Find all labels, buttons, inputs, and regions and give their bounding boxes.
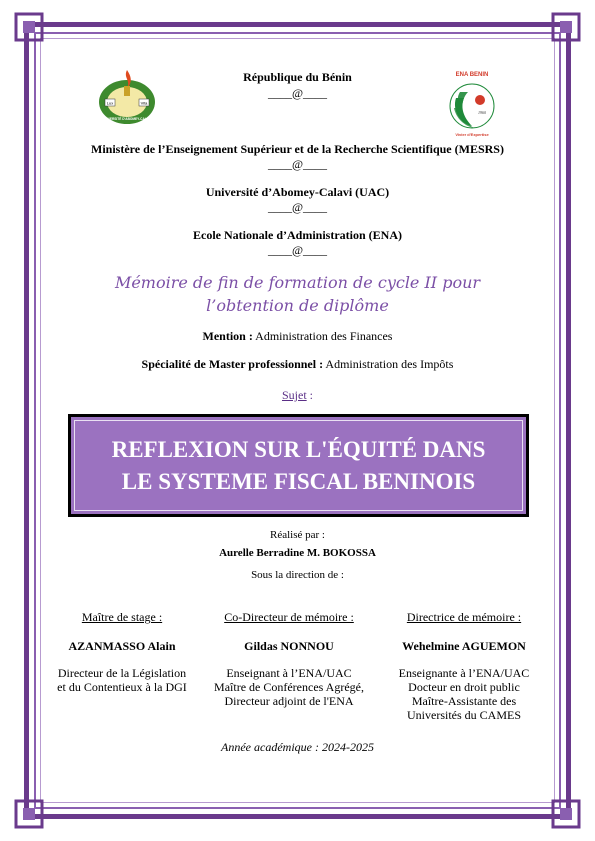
supervisor-name: AZANMASSO Alain bbox=[68, 639, 176, 653]
mention-line bbox=[0, 329, 595, 344]
author-label: Réalisé par : bbox=[270, 529, 325, 541]
supervisor-role: Co-Directeur de mémoire : bbox=[224, 610, 354, 624]
uac-logo-text-lux: Lux bbox=[106, 100, 114, 106]
supervisor-internship bbox=[37, 610, 207, 694]
thesis-title bbox=[92, 434, 506, 498]
thesis-type-line1: Mémoire de fin de formation de cycle II pour bbox=[114, 273, 481, 292]
ena-logo-text-name: ENA BENIN bbox=[455, 72, 489, 78]
academic-year: Année académique : 2024-2025 bbox=[221, 740, 374, 754]
ministry-name: Ministère de l’Enseignement Supérieur et de la Recherche Scientifique (MESRS) bbox=[91, 142, 504, 156]
thesis-title-box bbox=[68, 414, 529, 517]
specialty-label: Spécialité de Master professionnel : bbox=[141, 357, 324, 371]
author-name: Aurelle Berradine M. BOKOSSA bbox=[219, 547, 376, 559]
specialty-line bbox=[0, 357, 595, 372]
supervisor-role: Directrice de mémoire : bbox=[406, 610, 522, 624]
ena-logo-text-year: 1960 bbox=[478, 110, 486, 115]
corner-ornament-icon bbox=[14, 12, 44, 42]
supervisor-role: Maître de stage : bbox=[81, 610, 163, 624]
mention-label: Mention : bbox=[202, 329, 253, 343]
supervisor-name: Gildas NONNOU bbox=[244, 639, 334, 653]
separator: ____@____ bbox=[267, 157, 328, 171]
separator: ____@____ bbox=[267, 86, 328, 100]
supervisor-description: Directeur de la Législation et du Contentieux à la DGI bbox=[57, 666, 187, 694]
corner-ornament-icon bbox=[551, 12, 581, 42]
thesis-type-line2: l’obtention de diplôme bbox=[206, 296, 389, 315]
uac-logo-text-vita: Vita bbox=[140, 100, 148, 106]
corner-ornament-icon bbox=[551, 799, 581, 829]
school-name: Ecole Nationale d’Administration (ENA) bbox=[193, 228, 402, 242]
supervisor-co-director bbox=[204, 610, 374, 708]
thesis-title-line2: LE SYSTEME FISCAL BENINOIS bbox=[121, 468, 476, 494]
direction-label: Sous la direction de : bbox=[251, 569, 344, 581]
supervisor-director bbox=[379, 610, 549, 722]
subject-colon: : bbox=[306, 388, 313, 402]
subject-line bbox=[0, 388, 595, 403]
separator: ____@____ bbox=[267, 243, 328, 257]
supervisor-description: Enseignant à l’ENA/UAC Maître de Conférences Agrégé, Directeur adjoint de l'ENA bbox=[214, 666, 364, 708]
mention-value: Administration des Finances bbox=[252, 329, 393, 343]
separator: ____@____ bbox=[267, 200, 328, 214]
supervisor-description: Enseignante à l’ENA/UAC Docteur en droit public Maître-Assistante des Universités du CAMES bbox=[398, 666, 530, 722]
thesis-title-line1: REFLEXION SUR L'ÉQUITÉ DANS bbox=[111, 436, 486, 462]
republic-name: République du Bénin bbox=[243, 70, 352, 84]
ena-logo-text-motto: Vivier d'Expertise bbox=[455, 132, 489, 137]
university-name: Université d’Abomey-Calavi (UAC) bbox=[205, 185, 390, 199]
specialty-value: Administration des Impôts bbox=[323, 357, 454, 371]
subject-label: Sujet bbox=[281, 388, 307, 402]
corner-ornament-icon bbox=[14, 799, 44, 829]
uac-logo-text-name: UNIVERSITÉ D'ABOMEY-CALAVI bbox=[102, 117, 152, 121]
supervisor-name: Wehelmine AGUEMON bbox=[402, 639, 526, 653]
